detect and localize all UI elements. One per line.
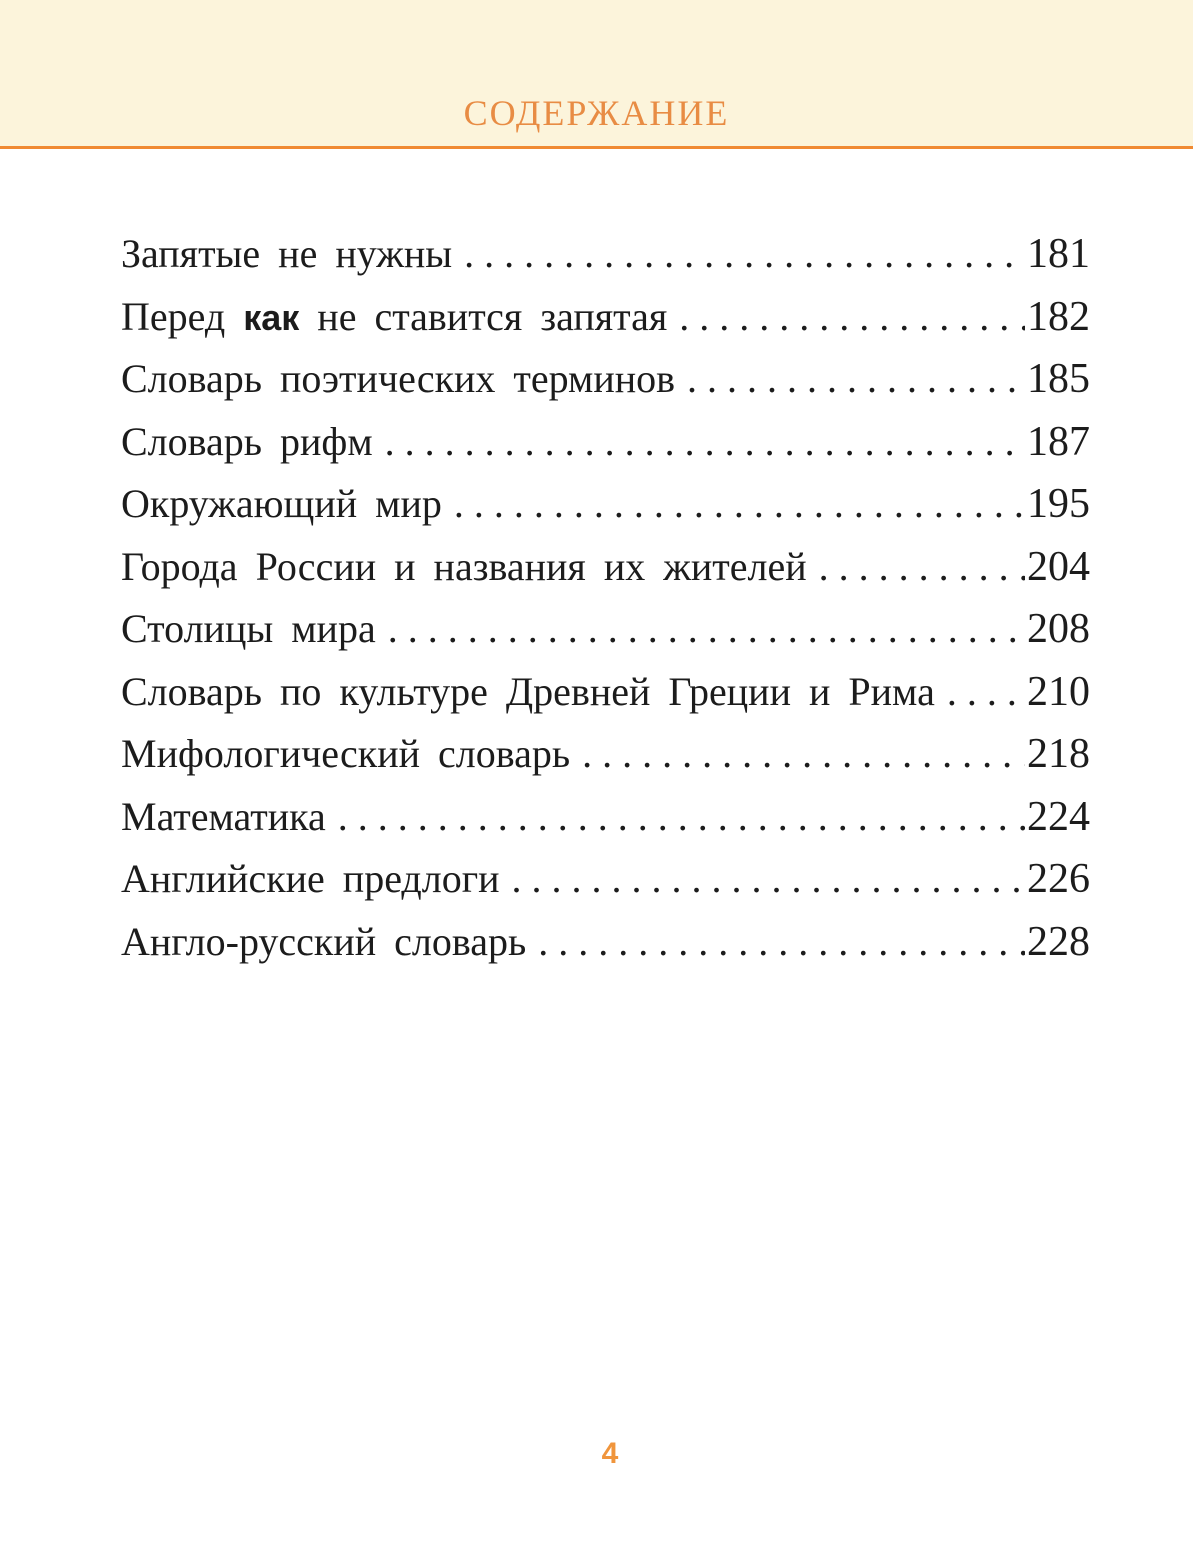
dot-leader (385, 418, 1025, 465)
dot-leader (338, 793, 1025, 840)
toc-entry-label: Города России и названия их жителей (121, 543, 807, 589)
toc-entry (121, 605, 1090, 668)
dot-leader (388, 605, 1025, 652)
toc-entry-page: 181 (1027, 231, 1090, 277)
toc-entry (121, 543, 1090, 606)
toc-entry-label-post: не ставится запятая (317, 293, 668, 339)
toc-entry-page: 224 (1027, 793, 1090, 840)
toc-entry-page: 228 (1027, 918, 1090, 965)
toc-entry-label: Запятые не нужны (121, 231, 453, 276)
toc-entry-label: Словарь рифм (121, 418, 373, 464)
toc-entry-page: 208 (1027, 606, 1090, 652)
toc-entry-label: Окружающий мир (121, 481, 442, 526)
toc-entry-page: 195 (1027, 481, 1090, 527)
toc-entry-label: Англо-русский словарь (121, 918, 527, 964)
dot-leader (464, 230, 1025, 277)
dot-leader (538, 918, 1025, 965)
toc-entry-label: Столицы мира (121, 606, 376, 651)
toc-entry (121, 293, 1090, 356)
toc-entry-label-bold: как (243, 296, 300, 338)
dot-leader (512, 855, 1025, 902)
page-number: 4 (601, 1437, 619, 1470)
toc-entry-label: Английские предлоги (121, 856, 500, 901)
toc-entry (121, 230, 1090, 293)
toc-entry-page: 204 (1027, 543, 1090, 590)
toc-entry (121, 855, 1090, 918)
toc-entry-page: 187 (1027, 418, 1090, 465)
toc-entry (121, 918, 1090, 981)
toc-entry (121, 480, 1090, 543)
toc-entry-label: Мифологический словарь (121, 731, 571, 776)
toc-entry (121, 668, 1090, 731)
dot-leader (947, 668, 1025, 715)
toc-entry-page: 226 (1027, 856, 1090, 902)
toc-entry-label-pre: Перед (121, 293, 226, 339)
header-band (0, 0, 1193, 149)
dot-leader (454, 480, 1025, 527)
dot-leader (679, 293, 1025, 340)
toc-entry-label: Словарь поэтических терминов (121, 356, 676, 401)
dot-leader (819, 543, 1025, 590)
page-title: СОДЕРЖАНИЕ (463, 93, 730, 133)
toc-entry-page: 210 (1027, 668, 1090, 715)
toc-entry-label (121, 293, 667, 340)
toc-entry-label: Словарь по культуре Древней Греции и Рима (121, 668, 935, 714)
dot-leader (582, 730, 1025, 777)
table-of-contents (121, 230, 1090, 980)
toc-entry (121, 418, 1090, 481)
toc-entry-label: Математика (121, 793, 326, 839)
toc-entry (121, 793, 1090, 856)
toc-entry (121, 355, 1090, 418)
dot-leader (687, 355, 1025, 402)
toc-entry-page: 182 (1027, 293, 1090, 340)
toc-entry (121, 730, 1090, 793)
toc-entry-page: 218 (1027, 731, 1090, 777)
toc-entry-page: 185 (1027, 356, 1090, 402)
